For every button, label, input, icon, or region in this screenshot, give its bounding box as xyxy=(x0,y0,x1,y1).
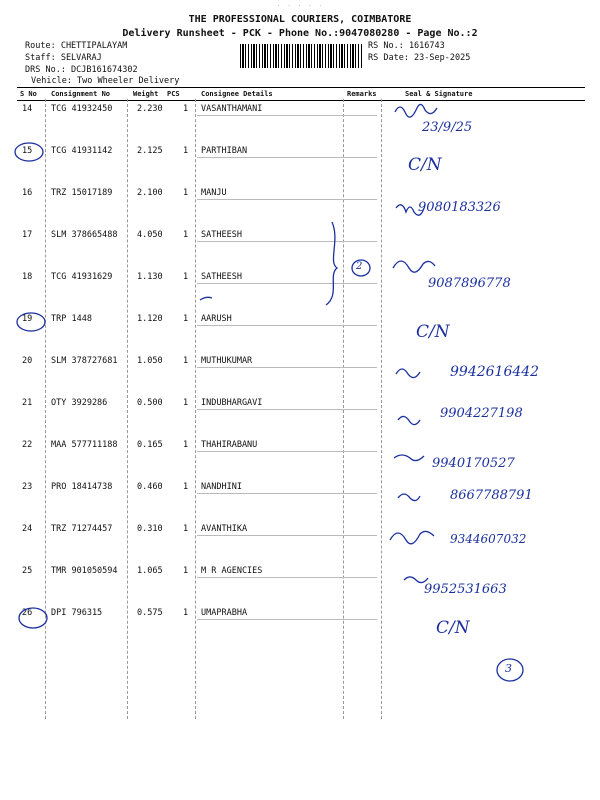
signature-14 xyxy=(395,104,437,117)
row-sno: 22 xyxy=(22,440,33,450)
row-consignee: THAHIRABANU xyxy=(201,440,258,450)
row-sno: 18 xyxy=(22,272,33,282)
runsheet-subtitle: Delivery Runsheet - PCK - Phone No.:9047080280 - Page No.:2 xyxy=(122,28,478,39)
row-consignment: TRZ 15017189 xyxy=(51,188,113,198)
row-weight: 0.460 xyxy=(137,482,163,492)
row-consignment: TMR 901050594 xyxy=(51,566,118,576)
row-pcs: 1 xyxy=(183,608,189,618)
row-weight: 0.575 xyxy=(137,608,163,618)
drs-number: DRS No.: DCJB161674302 xyxy=(25,65,138,75)
row-consignment: TCG 41932450 xyxy=(51,104,113,114)
row-pcs: 1 xyxy=(183,524,189,534)
row-weight: 4.050 xyxy=(137,230,163,240)
row-consignee: SATHEESH xyxy=(201,272,242,282)
row-pcs: 1 xyxy=(183,566,189,576)
vehicle-label: Vehicle: Two Wheeler Delivery xyxy=(31,76,180,86)
row-sno: 14 xyxy=(22,104,33,114)
signature-23 xyxy=(398,494,420,501)
faded-top-line: · · · · · xyxy=(276,2,324,10)
handwritten-cn-1: C/N xyxy=(408,155,442,175)
row-consignee: M R AGENCIES xyxy=(201,566,263,576)
row-pcs: 1 xyxy=(183,188,189,198)
row-sno: 23 xyxy=(22,482,33,492)
signature-21 xyxy=(398,416,420,424)
row-weight: 2.100 xyxy=(137,188,163,198)
row-weight: 0.500 xyxy=(137,398,163,408)
company-title: THE PROFESSIONAL COURIERS, COIMBATORE xyxy=(188,14,412,25)
circle-15 xyxy=(15,143,43,161)
handwritten-date: 23/9/25 xyxy=(422,120,473,135)
signature-22 xyxy=(394,455,424,461)
row-weight: 1.065 xyxy=(137,566,163,576)
row-consignee: VASANTHAMANI xyxy=(201,104,263,114)
row-consignee: AARUSH xyxy=(201,314,232,324)
row-sno: 24 xyxy=(22,524,33,534)
handwritten-phone-16: 9080183326 xyxy=(418,200,501,215)
signature-18 xyxy=(393,261,435,272)
row-weight: 1.130 xyxy=(137,272,163,282)
handwritten-cn-3: C/N xyxy=(436,618,470,638)
col-consignment: Consignment No xyxy=(51,90,111,98)
row-consignment: OTY 3929286 xyxy=(51,398,108,408)
col-remarks: Remarks xyxy=(347,90,377,98)
row-consignment: TCG 41931142 xyxy=(51,146,113,156)
row-pcs: 1 xyxy=(183,230,189,240)
row-consignment: MAA 577711188 xyxy=(51,440,118,450)
row-weight: 0.165 xyxy=(137,440,163,450)
row-sno: 20 xyxy=(22,356,33,366)
row-consignee: PARTHIBAN xyxy=(201,146,248,156)
staff-label: Staff: SELVARAJ xyxy=(25,53,102,63)
rs-number: RS No.: 1616743 xyxy=(368,41,445,51)
row-sno: 25 xyxy=(22,566,33,576)
signature-20 xyxy=(396,369,420,378)
row-pcs: 1 xyxy=(183,482,189,492)
row-weight: 0.310 xyxy=(137,524,163,534)
circle-19 xyxy=(17,313,45,331)
handwritten-phone-18: 9087896778 xyxy=(428,276,511,291)
row-consignment: SLM 378665488 xyxy=(51,230,118,240)
row-pcs: 1 xyxy=(183,356,189,366)
col-consignee: Consignee Details xyxy=(201,90,273,98)
row-sno: 26 xyxy=(22,608,33,618)
bracket-17-18 xyxy=(326,222,337,305)
row-pcs: 1 xyxy=(183,398,189,408)
row-weight: 1.050 xyxy=(137,356,163,366)
signature-24 xyxy=(390,531,434,543)
handwritten-phone-25: 9952531663 xyxy=(424,582,507,597)
row-pcs: 1 xyxy=(183,272,189,282)
row-sno: 15 xyxy=(22,146,33,156)
row-weight: 2.230 xyxy=(137,104,163,114)
handwritten-cn-2: C/N xyxy=(416,322,450,342)
row-consignee: SATHEESH xyxy=(201,230,242,240)
row-consignee: AVANTHIKA xyxy=(201,524,248,534)
row-consignee: MUTHUKUMAR xyxy=(201,356,253,366)
handwritten-phone-22: 9940170527 xyxy=(432,456,515,471)
row-consignment: TCG 41931629 xyxy=(51,272,113,282)
row-consignment: PRO 18414738 xyxy=(51,482,113,492)
route-label: Route: CHETTIPALAYAM xyxy=(25,41,128,51)
handwritten-phone-24: 9344607032 xyxy=(450,532,527,546)
row-weight: 2.125 xyxy=(137,146,163,156)
handwritten-phone-21: 9904227198 xyxy=(440,406,523,421)
row-consignee: NANDHINI xyxy=(201,482,242,492)
row-consignment: DPI 796315 xyxy=(51,608,103,618)
row-pcs: 1 xyxy=(183,146,189,156)
row-pcs: 1 xyxy=(183,104,189,114)
row-consignee: MANJU xyxy=(201,188,227,198)
row-consignee: INDUBHARGAVI xyxy=(201,398,263,408)
col-weight: Weight xyxy=(133,90,159,98)
handwritten-phone-20: 9942616442 xyxy=(450,364,540,380)
row-weight: 1.120 xyxy=(137,314,163,324)
rs-date: RS Date: 23-Sep-2025 xyxy=(368,53,471,63)
row-sno: 16 xyxy=(22,188,33,198)
row-sno: 21 xyxy=(22,398,33,408)
row-consignment: SLM 378727681 xyxy=(51,356,118,366)
col-sno: S No xyxy=(20,90,37,98)
row-sno: 17 xyxy=(22,230,33,240)
row-consignee: UMAPRABHA xyxy=(201,608,248,618)
row-consignment: TRZ 71274457 xyxy=(51,524,113,534)
col-signature: Seal & Signature xyxy=(405,90,473,98)
row-pcs: 1 xyxy=(183,440,189,450)
tick-18 xyxy=(200,297,212,300)
row-pcs: 1 xyxy=(183,314,189,324)
row-sno: 19 xyxy=(22,314,33,324)
row-consignment: TRP 1448 xyxy=(51,314,92,324)
handwritten-page-mark: 3 xyxy=(505,662,512,675)
handwritten-phone-23: 8667788791 xyxy=(450,488,533,503)
handwritten-group-mark: 2 xyxy=(356,261,363,272)
col-pcs: PCS xyxy=(167,90,180,98)
circle-26 xyxy=(19,608,47,628)
